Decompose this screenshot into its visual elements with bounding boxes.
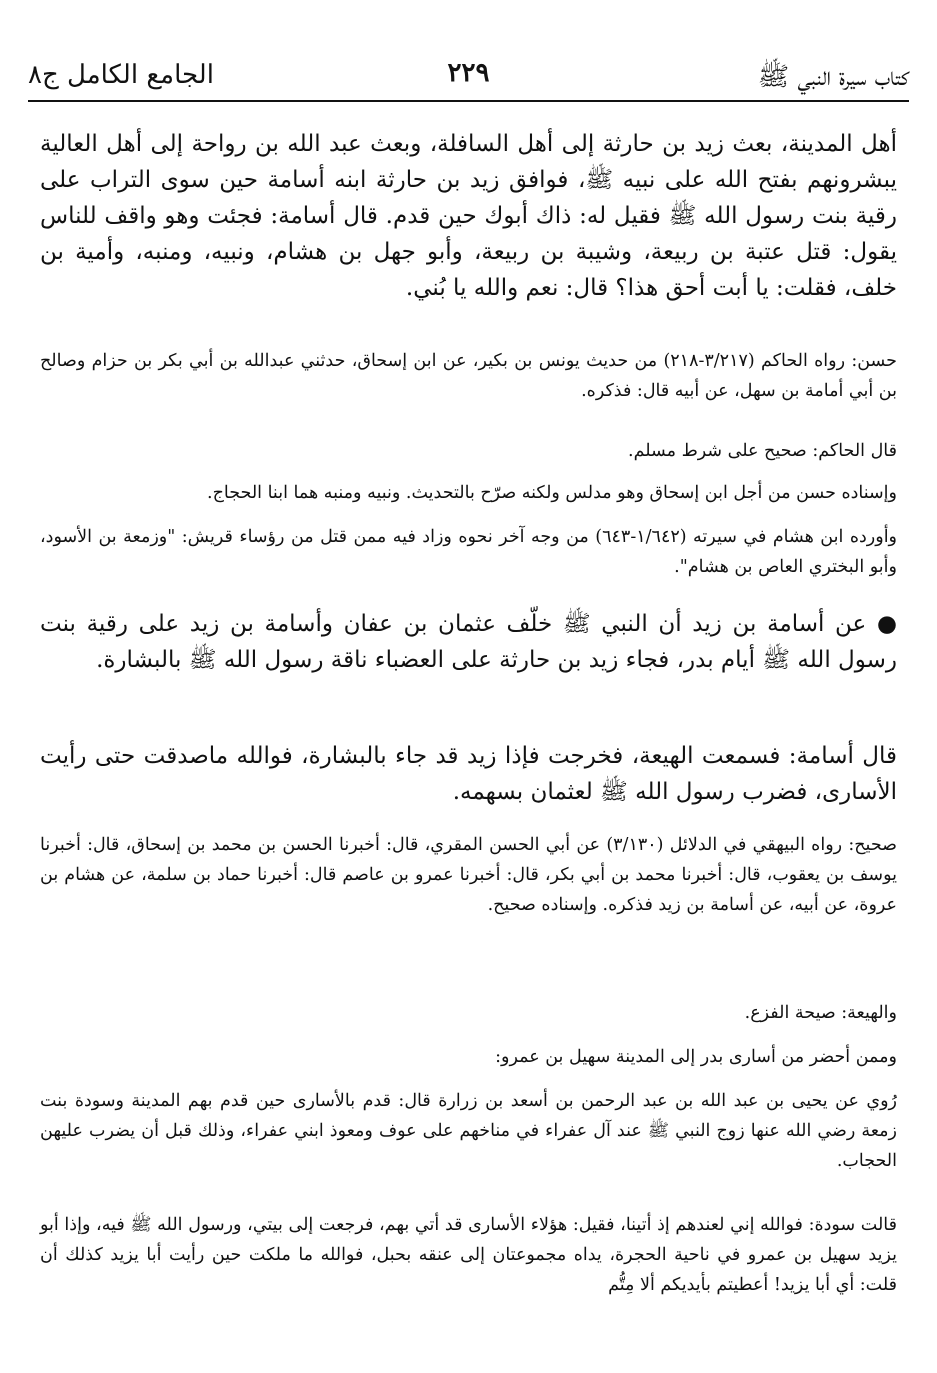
header-divider <box>28 100 909 102</box>
paragraph-note-9: قالت سودة: فوالله إني لعندهم إذ أتينا، فقيل: هؤلاء الأسارى قد أتي بهم، فرجعت إلى بيتي، ورسول الله ﷺ فيه، وإذا أبو يزيد سهيل بن عمرو في ناحية الحجرة، يداه مجموعتان إلى عنقه بحبل، فوالله ما ملكت حين رأيت أبا يزيد كذلك أن قلت: أي أبا يزيد! أعطيتم بأيديكم ألا مِتُّم <box>40 1215 897 1295</box>
paragraph-note-8: رُوي عن يحيى بن عبد الله بن عبد الرحمن بن أسعد بن زرارة قال: قدم بالأسارى حين قدم بهم المدينة وسودة بنت زمعة رضي الله عنها زوج النبي ﷺ عند آل عفراء في مناخهم على عوف ومعوذ ابني عفراء، وذلك قبل أن يضرب عليهن الحجاب. <box>40 1091 897 1171</box>
header-book-section: كتاب سيرة النبي ﷺ <box>757 62 909 92</box>
paragraph-note-5: صحيح: رواه البيهقي في الدلائل (٣/١٣٠) عن أبي الحسن المقري، قال: أخبرنا الحسن بن محمد بن إسحاق، قال: أخبرنا يوسف بن يعقوب، قال: أخبرنا محمد بن أبي بكر، قال: أخبرنا عمرو بن عاصم قال: أخبرنا حماد بن سلمة، عن هشام بن عروة، عن أبيه، عن أسامة بن زيد فذكره. وإسناده صحيح. <box>40 835 897 915</box>
page-header <box>28 52 909 98</box>
paragraph-note-2: قال الحاكم: صحيح على شرط مسلم. <box>628 441 897 461</box>
paragraph-note-1: حسن: رواه الحاكم (٣/٢١٧-٢١٨) من حديث يونس بن بكير، عن ابن إسحاق، حدثني عبدالله بن أبي بكر بن حزام وصالح بن أبي أمامة بن سهل، عن أبيه قال: فذكره. <box>40 351 897 401</box>
paragraph-note-3: وإسناده حسن من أجل ابن إسحاق وهو مدلس ولكنه صرّح بالتحديث. ونبيه ومنبه هما ابنا الحجاج. <box>207 483 897 503</box>
paragraph-main-1: أهل المدينة، بعث زيد بن حارثة إلى أهل السافلة، وبعث عبد الله بن رواحة إلى أهل العالية يبشرونهم بفتح الله على نبيه ﷺ، فوافق زيد بن حارثة ابنه أسامة حين سوى التراب على رقية بنت رسول الله ﷺ فقيل له: ذاك أبوك حين قدم. قال أسامة: فجئت وهو واقف للناس يقول: قتل عتبة بن ربيعة، وشيبة بن ربيعة، وأبو جهل بن هشام، ونبيه، ومنبه، وأمية بن خلف، فقلت: يا أبت أحق هذا؟ قال: نعم والله يا بُني. <box>40 131 897 301</box>
paragraph-note-4: وأورده ابن هشام في سيرته (١/٦٤٢-٦٤٣) من وجه آخر نحوه وزاد فيه ممن قتل من رؤساء قريش: "وزمعة بن الأسود، وأبو البختري العاص بن هشام". <box>40 527 898 577</box>
paragraph-note-7: وممن أحضر من أسارى بدر إلى المدينة سهيل بن عمرو: <box>495 1047 897 1067</box>
paragraph-hadith: ● عن أسامة بن زيد أن النبي ﷺ خلّف عثمان بن عفان وأسامة بن زيد على رقية بنت رسول الله ﷺ أيام بدر، فجاء زيد بن حارثة على العضباء ناقة رسول الله ﷺ بالبشارة. <box>40 611 897 673</box>
paragraph-osama-quote: قال أسامة: فسمعت الهيعة، فخرجت فإذا زيد قد جاء بالبشارة، فوالله ماصدقت حتى رأيت الأسارى، فضرب رسول الله ﷺ لعثمان بسهمه. <box>40 743 897 805</box>
paragraph-note-6: والهيعة: صيحة الفزع. <box>744 1003 897 1023</box>
page-number: ٢٢٩ <box>447 58 490 88</box>
header-volume-title: الجامع الكامل ج٨ <box>28 60 214 90</box>
